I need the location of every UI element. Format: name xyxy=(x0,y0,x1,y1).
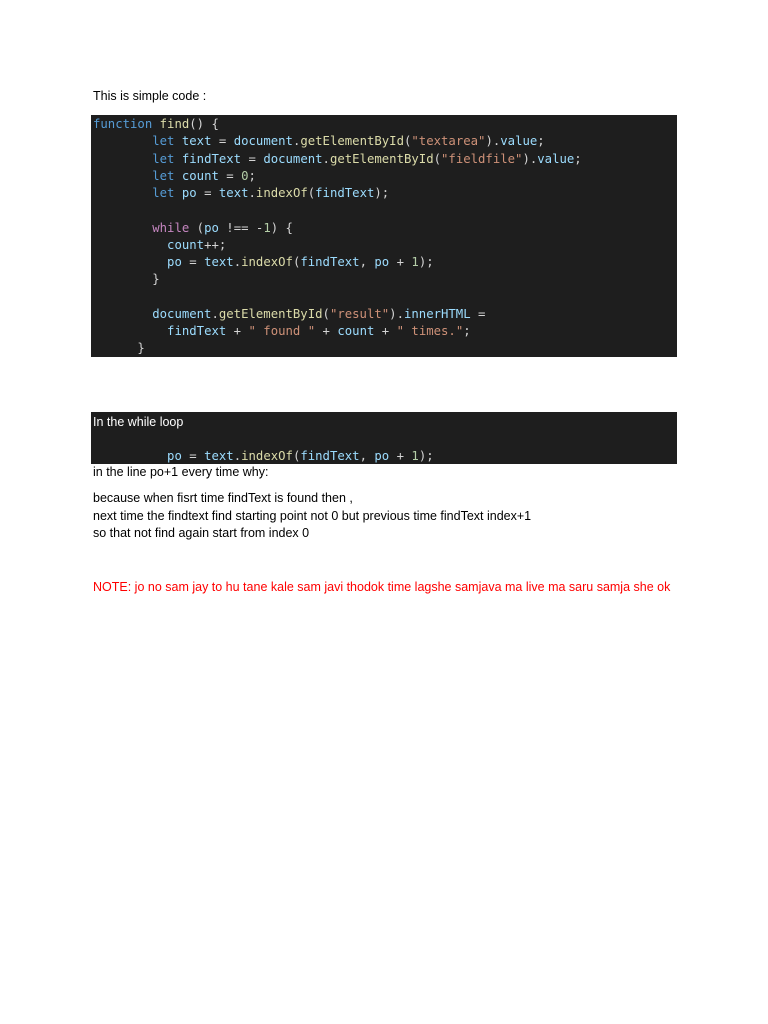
code-token: . xyxy=(248,186,256,200)
code-token: po xyxy=(374,255,390,269)
code-line xyxy=(93,202,582,219)
code-line xyxy=(93,237,582,254)
code-token: 1 xyxy=(411,255,419,269)
code-token: findText xyxy=(315,186,375,200)
code-token: text xyxy=(204,449,234,463)
code-token: ; xyxy=(537,134,545,149)
code-token: let xyxy=(152,134,175,149)
code-token: let xyxy=(152,186,175,200)
code-token: 1 xyxy=(263,220,271,235)
code-token: text xyxy=(204,255,234,269)
code-token: = xyxy=(181,449,205,463)
code-token: ( xyxy=(189,220,205,235)
code-line xyxy=(93,340,582,357)
code-token: ( xyxy=(292,255,301,269)
code-token: !== - xyxy=(218,220,264,235)
code-token: . xyxy=(233,255,242,269)
code-token: () { xyxy=(189,117,219,131)
code-line xyxy=(93,185,582,202)
code-line xyxy=(93,254,582,271)
code-token: ). xyxy=(389,306,404,321)
code-token: value xyxy=(537,151,575,166)
code-token: indexOf xyxy=(241,255,293,269)
code-token: + xyxy=(315,324,338,338)
code-line xyxy=(93,133,582,150)
code-token: = xyxy=(211,134,234,149)
code-token: ; xyxy=(463,324,471,338)
code-line xyxy=(93,116,582,133)
code-token xyxy=(174,186,181,200)
code-token: + xyxy=(226,324,249,338)
code-token: " found " xyxy=(248,324,316,338)
code-token xyxy=(174,134,181,148)
code-token: while xyxy=(152,220,190,235)
code-token: value xyxy=(500,134,538,149)
snippet-code-line xyxy=(93,448,434,465)
code-token xyxy=(93,255,167,269)
snippet-title: In the while loop xyxy=(93,415,184,429)
code-token: 1 xyxy=(411,449,419,463)
code-token: count xyxy=(167,237,205,252)
code-token: = xyxy=(196,186,219,200)
code-token: ( xyxy=(292,449,301,463)
code-token: ). xyxy=(522,151,538,166)
code-token: . xyxy=(292,134,301,149)
code-token xyxy=(152,117,159,131)
code-token: . xyxy=(211,306,219,321)
code-token: text xyxy=(218,186,249,200)
code-token: getElementById xyxy=(300,134,404,149)
code-token: findText xyxy=(167,324,227,338)
code-line xyxy=(93,151,582,168)
note-text: NOTE: jo no sam jay to hu tane kale sam javi thodok time lagshe samjava ma live ma saru samja she ok xyxy=(93,580,671,594)
code-token: count xyxy=(181,168,219,183)
explanation-line: because when fisrt time findText is found then , xyxy=(93,491,353,505)
code-token: ; xyxy=(248,168,256,183)
code-token: let xyxy=(152,168,175,183)
code-line xyxy=(93,220,582,237)
code-token: text xyxy=(181,134,212,149)
code-token xyxy=(174,152,181,166)
intro-text: This is simple code : xyxy=(93,89,207,103)
code-token: ); xyxy=(418,449,434,463)
code-token: po xyxy=(167,449,182,463)
code-token: 0 xyxy=(241,168,249,183)
code-token: po xyxy=(181,186,197,200)
code-token: document xyxy=(233,134,293,149)
code-token: po xyxy=(167,255,182,269)
code-token xyxy=(93,307,152,321)
code-token: } xyxy=(93,341,145,356)
code-token: let xyxy=(152,151,175,166)
code-token xyxy=(93,186,152,200)
code-token: findText xyxy=(181,151,242,166)
code-line xyxy=(93,271,582,288)
code-token: ; xyxy=(574,151,582,166)
code-token: "fieldfile" xyxy=(441,151,523,166)
explanation-line: so that not find again start from index 0 xyxy=(93,526,310,540)
code-token: indexOf xyxy=(241,449,293,463)
code-line xyxy=(93,448,434,465)
code-token: innerHTML xyxy=(403,306,471,321)
code-token: ( xyxy=(322,306,330,321)
code-token: "textarea" xyxy=(411,134,486,149)
explanation-line: next time the findtext find starting point not 0 but previous time findText index+1 xyxy=(93,508,532,523)
code-token: ( xyxy=(307,186,316,200)
explanation-paragraph xyxy=(93,490,531,543)
code-token: } xyxy=(93,272,160,287)
code-token: = xyxy=(218,168,242,183)
code-token: , xyxy=(359,255,375,269)
code-listing xyxy=(93,116,582,358)
code-token: getElementById xyxy=(329,151,434,166)
code-token: ) { xyxy=(270,220,293,235)
code-block xyxy=(91,115,677,357)
question-text: in the line po+1 every time why: xyxy=(93,465,269,479)
code-token: document xyxy=(263,151,323,166)
code-token xyxy=(93,238,167,252)
code-token xyxy=(93,449,167,463)
code-token: findText xyxy=(300,449,360,463)
code-token: ++; xyxy=(204,237,227,252)
code-token: " times." xyxy=(396,324,464,338)
code-token xyxy=(93,324,167,338)
code-token: = xyxy=(181,255,205,269)
code-token: count xyxy=(337,324,375,338)
code-token: + xyxy=(389,255,412,269)
code-token: ( xyxy=(433,151,442,166)
code-token: ); xyxy=(418,255,434,269)
code-token: document xyxy=(152,306,212,321)
code-line xyxy=(93,168,582,185)
code-token: + xyxy=(374,324,397,338)
code-token: . xyxy=(233,449,242,463)
code-token: find xyxy=(159,117,190,131)
code-token: = xyxy=(241,151,264,166)
code-line xyxy=(93,289,582,306)
code-token: "result" xyxy=(329,306,390,321)
code-token: ); xyxy=(374,186,390,200)
code-line xyxy=(93,323,582,340)
code-token xyxy=(93,169,152,183)
code-token: po xyxy=(374,449,390,463)
code-token: findText xyxy=(300,255,360,269)
code-token: = xyxy=(470,306,486,321)
code-token: + xyxy=(389,449,412,463)
code-token xyxy=(93,134,152,148)
code-token: indexOf xyxy=(255,186,308,200)
code-line xyxy=(93,306,582,323)
code-token: po xyxy=(204,220,219,235)
code-token xyxy=(93,221,152,235)
code-token xyxy=(174,169,181,183)
code-token xyxy=(93,152,152,166)
snippet-block xyxy=(91,412,677,464)
code-token: , xyxy=(359,449,375,463)
code-token: ). xyxy=(485,134,501,149)
code-token: function xyxy=(93,117,153,131)
code-token: ( xyxy=(404,134,412,149)
code-token: getElementById xyxy=(218,306,323,321)
code-token: . xyxy=(322,151,330,166)
